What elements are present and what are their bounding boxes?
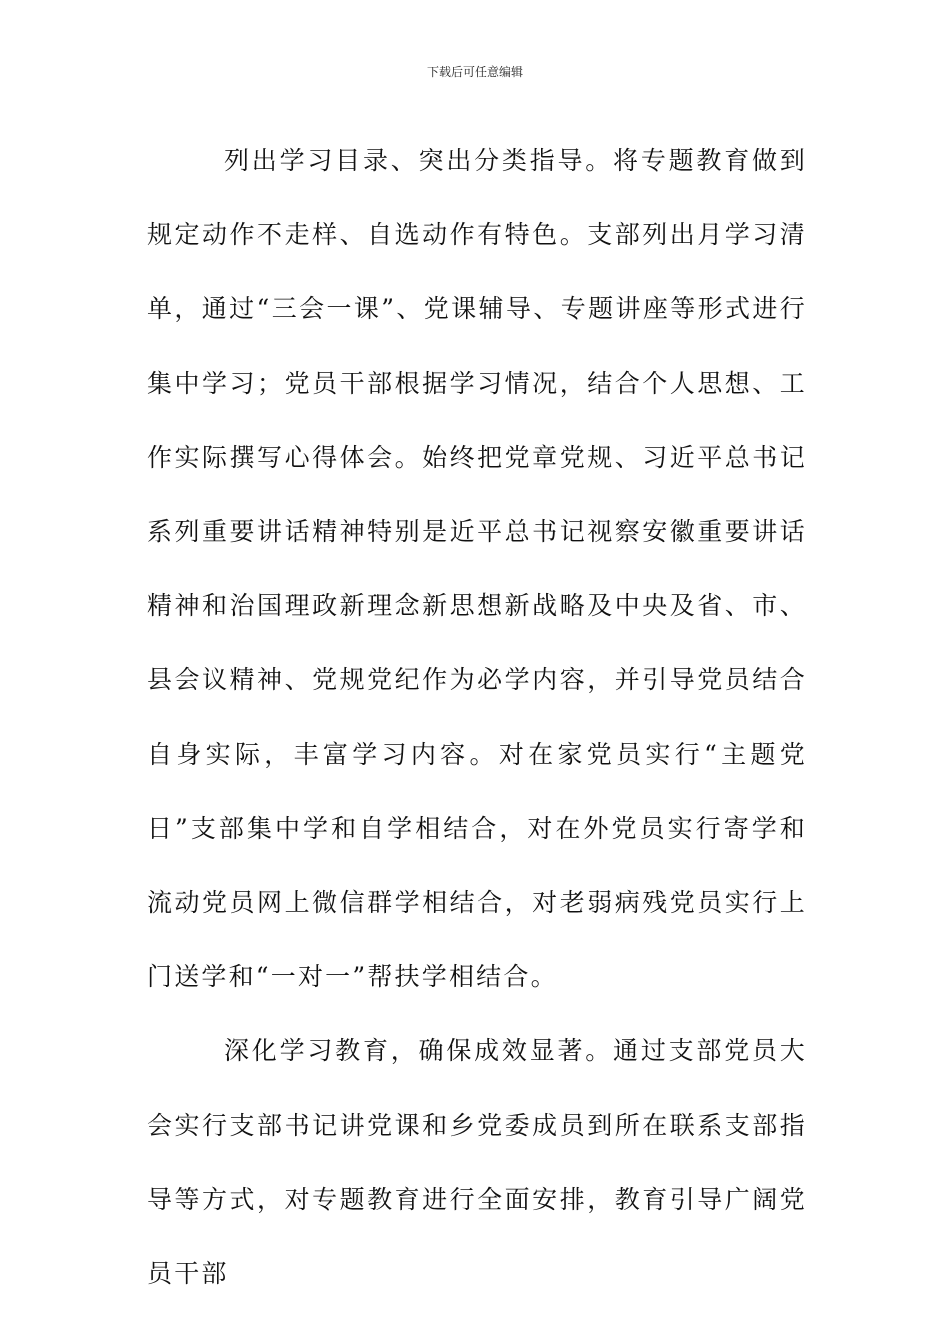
paragraph-deepen-education: 深化学习教育，确保成效显著。通过支部党员大会实行支部书记讲党课和乡党委成员到所在联系支部指导等方式，对专题教育进行全面安排，教育引导广阔党员干部 [147, 1036, 807, 1289]
page-header: 下载后可任意编辑 [426, 65, 523, 79]
document-body [147, 124, 807, 1311]
paragraph-study-catalog: 列出学习目录、突出分类指导。将专题教育做到规定动作不走样、自选动作有特色。支部列出月学习清单，通过“三会一课”、党课辅导、专题讲座等形式进行集中学习；党员干部根据学习情况，结合个人思想、工作实际撰写心得体会。始终把党章党规、习近平总书记系列重要讲话精神特别是近平总书记视察安徽重要讲话精神和治国理政新理念新思想新战略及中央及省、市、县会议精神、党规党纪作为必学内容，并引导党员结合自身实际，丰富学习内容。对在家党员实行“主题党日”支部集中学和自学相结合，对在外党员实行寄学和流动党员网上微信群学相结合，对老弱病残党员实行上门送学和“一对一”帮扶学相结合。 [147, 146, 807, 992]
